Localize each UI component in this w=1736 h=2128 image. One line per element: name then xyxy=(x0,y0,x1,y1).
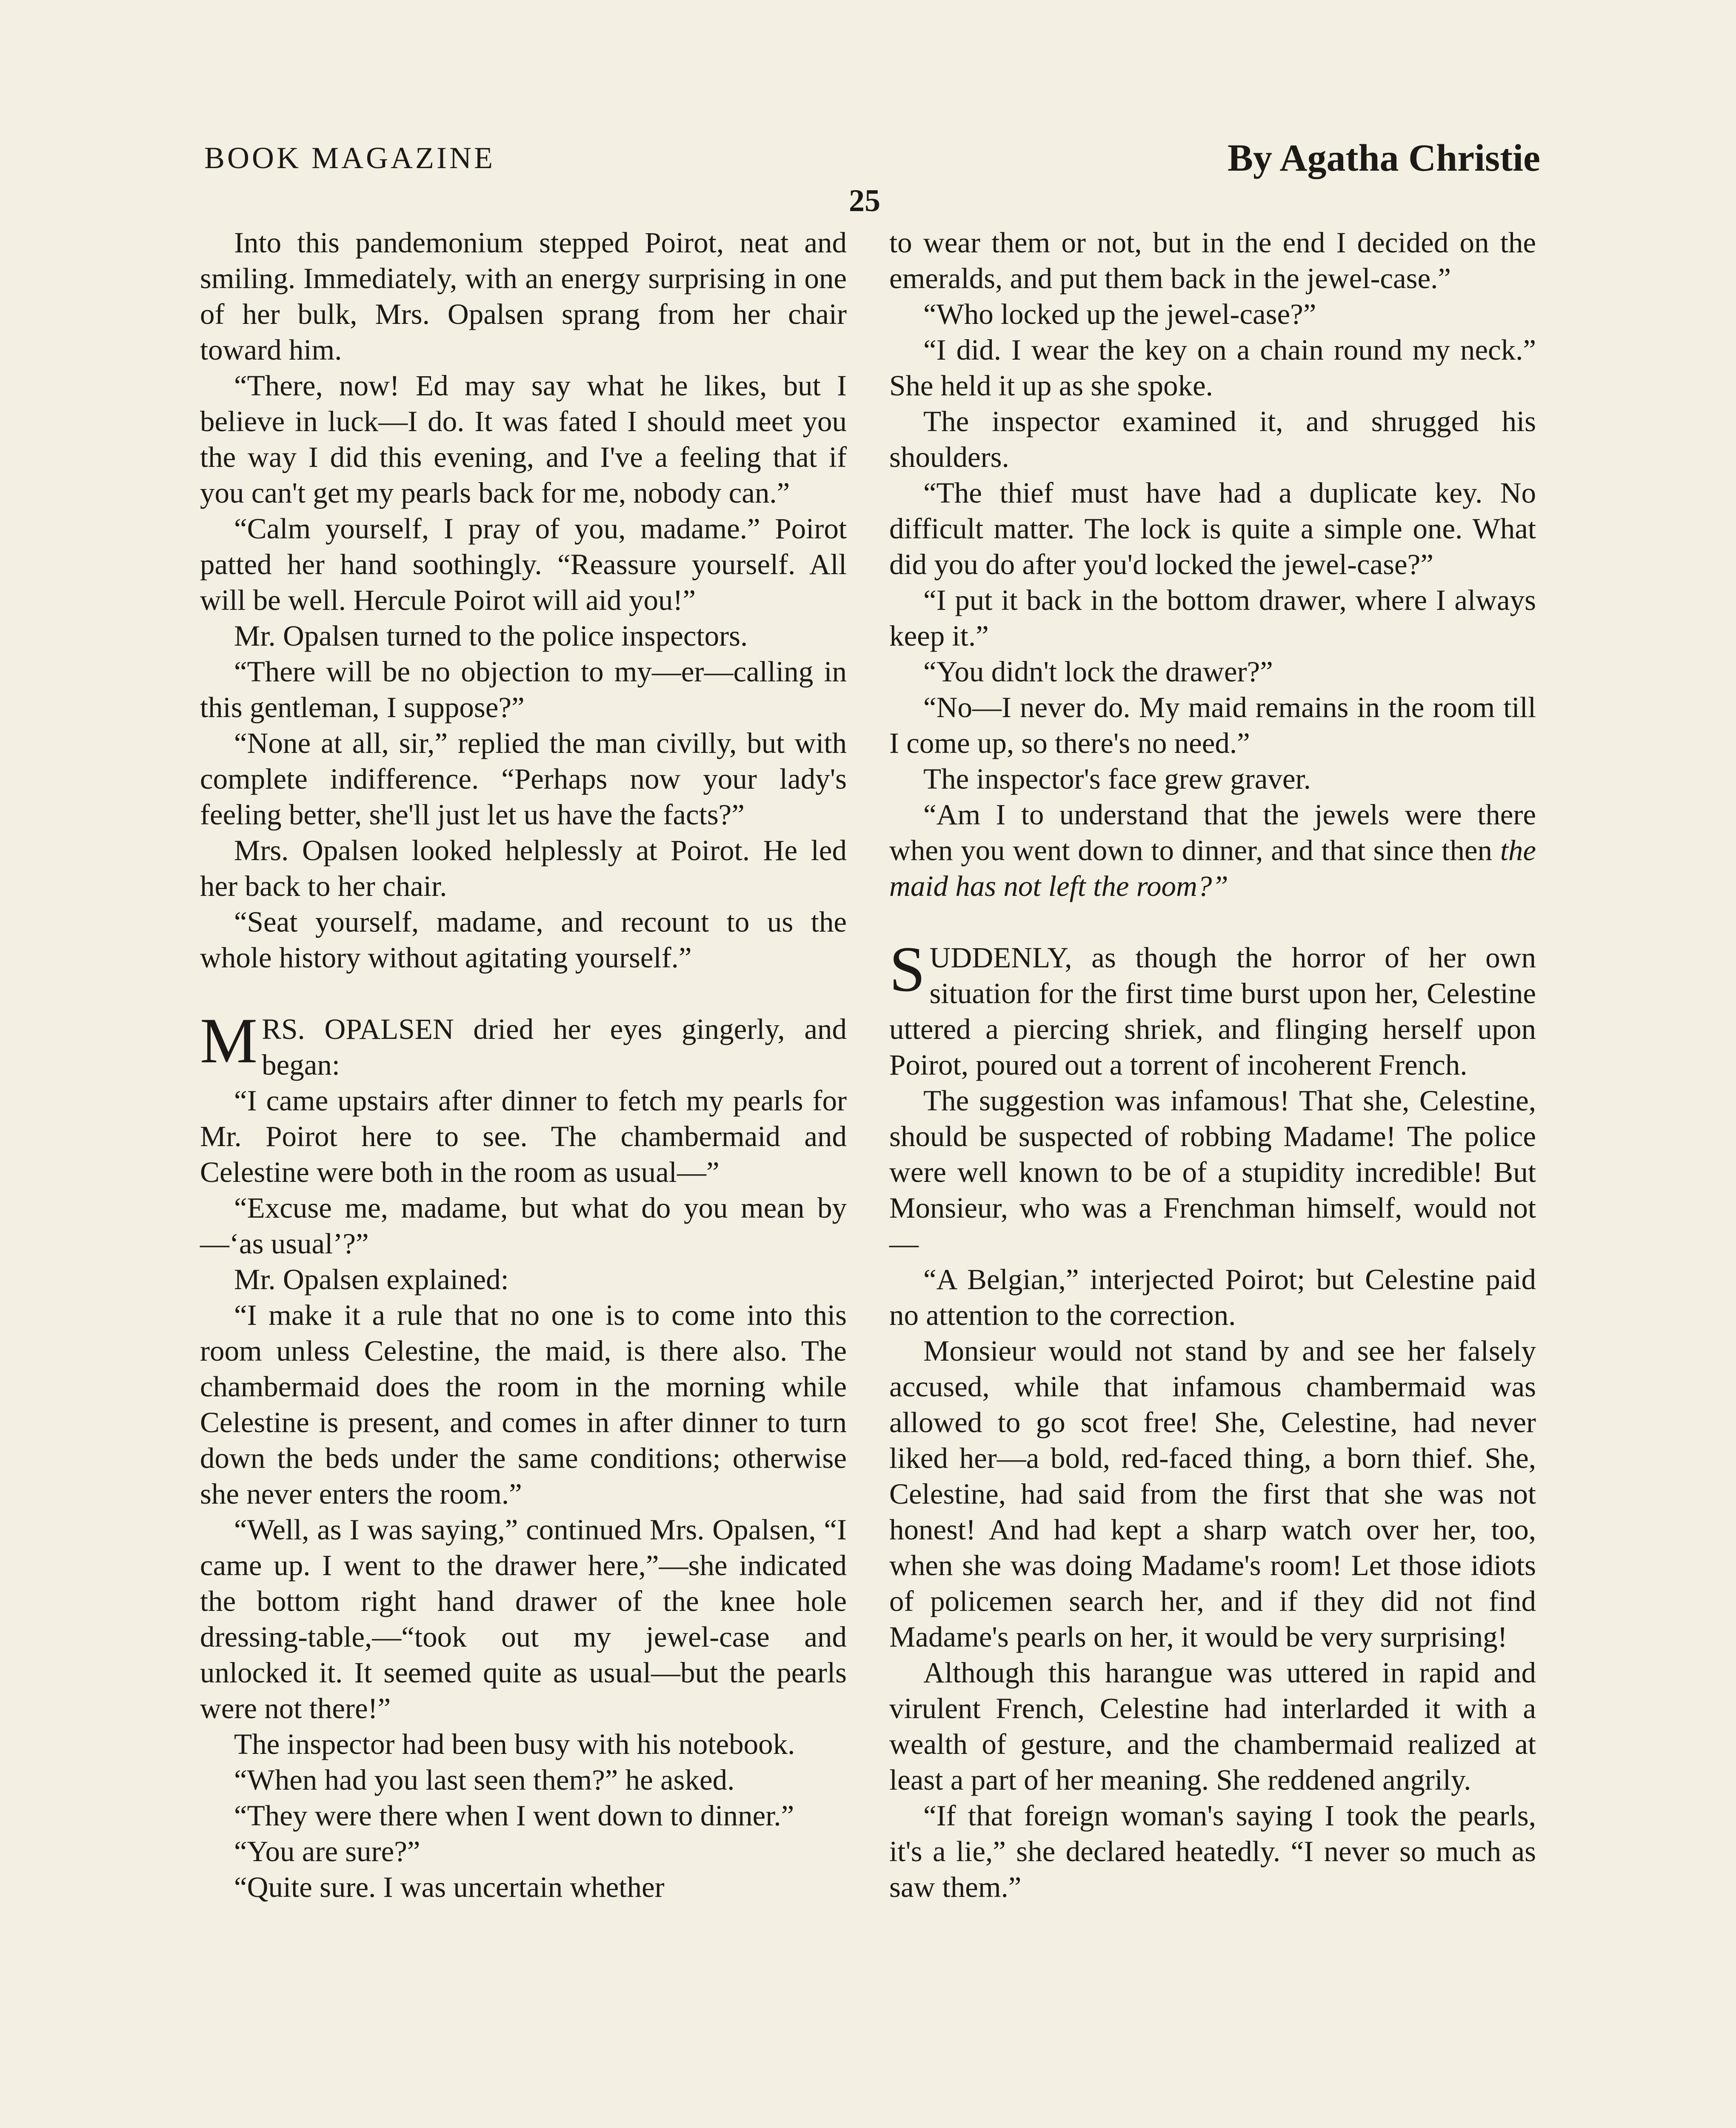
paragraph-text: “Am I to understand that the jewels were there when you went down to dinner, and that since then xyxy=(889,798,1536,867)
author-byline: By Agatha Christie xyxy=(1227,137,1540,179)
paragraph: Mr. Opalsen explained: xyxy=(234,1263,509,1296)
paragraph: Mr. Opalsen turned to the police inspectors. xyxy=(234,620,748,652)
paragraph: “Excuse me, madame, but what do you mean by—‘as usual’?” xyxy=(200,1192,847,1260)
paragraph: “If that foreign woman's saying I took the pearls, it's a lie,” she declared heatedly. “I never so much as saw them.” xyxy=(889,1799,1536,1903)
drop-cap: M xyxy=(200,1005,258,1076)
paragraph: Although this harangue was uttered in rapid and virulent French, Celestine had interlarded it with a wealth of gesture, and the chambermaid realized at least a part of her meaning. She reddened angrily. xyxy=(889,1656,1536,1796)
paragraph: “You didn't lock the drawer?” xyxy=(923,655,1273,688)
drop-cap: S xyxy=(889,933,925,1005)
paragraph: Mrs. Opalsen looked helplessly at Poirot. He led her back to her chair. xyxy=(200,834,847,902)
paragraph: “There, now! Ed may say what he likes, but I believe in luck—I do. It was fated I should meet you the way I did this evening, and I've a feeling that if you can't get my pearls back for me, nobody can.” xyxy=(200,369,847,509)
paragraph: The inspector examined it, and shrugged his shoulders. xyxy=(889,405,1536,473)
right-column xyxy=(889,225,1536,1905)
paragraph: “Well, as I was saying,” continued Mrs. Opalsen, “I came up. I went to the drawer here,”—she indicated the bottom right hand drawer of the knee hole dressing-table,—“took out my jewel-case and unlocked it. It seemed quite as usual—but the pearls were not there!” xyxy=(200,1513,847,1725)
paragraph: “I came upstairs after dinner to fetch my pearls for Mr. Poirot here to see. The chambermaid and Celestine were both in the room as usual—” xyxy=(200,1084,847,1188)
paragraph: “Who locked up the jewel-case?” xyxy=(923,298,1316,330)
paragraph xyxy=(889,797,1536,904)
paragraph: “Quite sure. I was uncertain whether xyxy=(234,1871,665,1903)
paragraph: “I make it a rule that no one is to come into this room unless Celestine, the maid, is there also. The chambermaid does the room in the morning while Celestine is present, and comes in after dinner to turn down the beds under the same conditions; otherwise she never enters the room.” xyxy=(200,1299,847,1510)
paragraph: “No—I never do. My maid remains in the room till I come up, so there's no need.” xyxy=(889,691,1536,759)
paragraph: The inspector's face grew graver. xyxy=(923,763,1311,795)
paragraph-continued: to wear them or not, but in the end I decided on the emeralds, and put them back in the jewel-case.” xyxy=(889,226,1536,295)
left-column xyxy=(200,225,847,1905)
paragraph: “They were there when I went down to dinner.” xyxy=(234,1799,794,1832)
paragraph: “Calm yourself, I pray of you, madame.” Poirot patted her hand soothingly. “Reassure yourself. All will be well. Hercule Poirot will aid you!” xyxy=(200,512,847,616)
paragraph: “When had you last seen them?” he asked. xyxy=(234,1764,735,1796)
paragraph: “Seat yourself, madame, and recount to us the whole history without agitating yourself.” xyxy=(200,906,847,974)
magazine-title: BOOK MAGAZINE xyxy=(204,141,495,175)
paragraph: Into this pandemonium stepped Poirot, neat and smiling. Immediately, with an energy surprising in one of her bulk, Mrs. Opalsen sprang from her chair toward him. xyxy=(200,226,847,366)
paragraph: “There will be no objection to my—er—calling in this gentleman, I suppose?” xyxy=(200,655,847,724)
paragraph: “A Belgian,” interjected Poirot; but Celestine paid no attention to the correction. xyxy=(889,1263,1536,1331)
paragraph: The inspector had been busy with his notebook. xyxy=(234,1728,795,1760)
paragraph: Monsieur would not stand by and see her falsely accused, while that infamous chambermaid was allowed to go scot free! She, Celestine, had never liked her—a bold, red-faced thing, a born thief. She, Celestine, had said from the first that she was not honest! And had kept a sharp watch over her, too, when she was doing Madame's room! Let those idiots of policemen search her, and if they did not find Madame's pearls on her, it would be very surprising! xyxy=(889,1335,1536,1653)
paragraph: The suggestion was infamous! That she, Celestine, should be suspected of robbing Madame! The police were well known to be of a stupidity incredible! But Monsieur, who was a Frenchman himself, would not— xyxy=(889,1084,1536,1260)
page-number: 25 xyxy=(849,183,880,218)
paragraph: “I put it back in the bottom drawer, where I always keep it.” xyxy=(889,584,1536,652)
section-opening xyxy=(889,933,1536,1083)
section-opening xyxy=(200,1005,847,1083)
italic-emphasis: the maid has not left the room?” xyxy=(889,834,1536,902)
section-opening-text: UDDENLY, as though the horror of her own situation for the first time burst upon her, Celestine uttered a piercing shriek, and flinging herself upon Poirot, poured out a torrent of incoherent French. xyxy=(889,941,1536,1081)
paragraph: “You are sure?” xyxy=(234,1835,420,1868)
paragraph: “I did. I wear the key on a chain round my neck.” She held it up as she spoke. xyxy=(889,334,1536,402)
section-opening-text: RS. OPALSEN dried her eyes gingerly, and began: xyxy=(262,1013,847,1081)
paragraph: “The thief must have had a duplicate key. No difficult matter. The lock is quite a simple one. What did you do after you'd locked the jewel-case?” xyxy=(889,477,1536,581)
paragraph: “None at all, sir,” replied the man civilly, but with complete indifference. “Perhaps now your lady's feeling better, she'll just let us have the facts?” xyxy=(200,727,847,831)
